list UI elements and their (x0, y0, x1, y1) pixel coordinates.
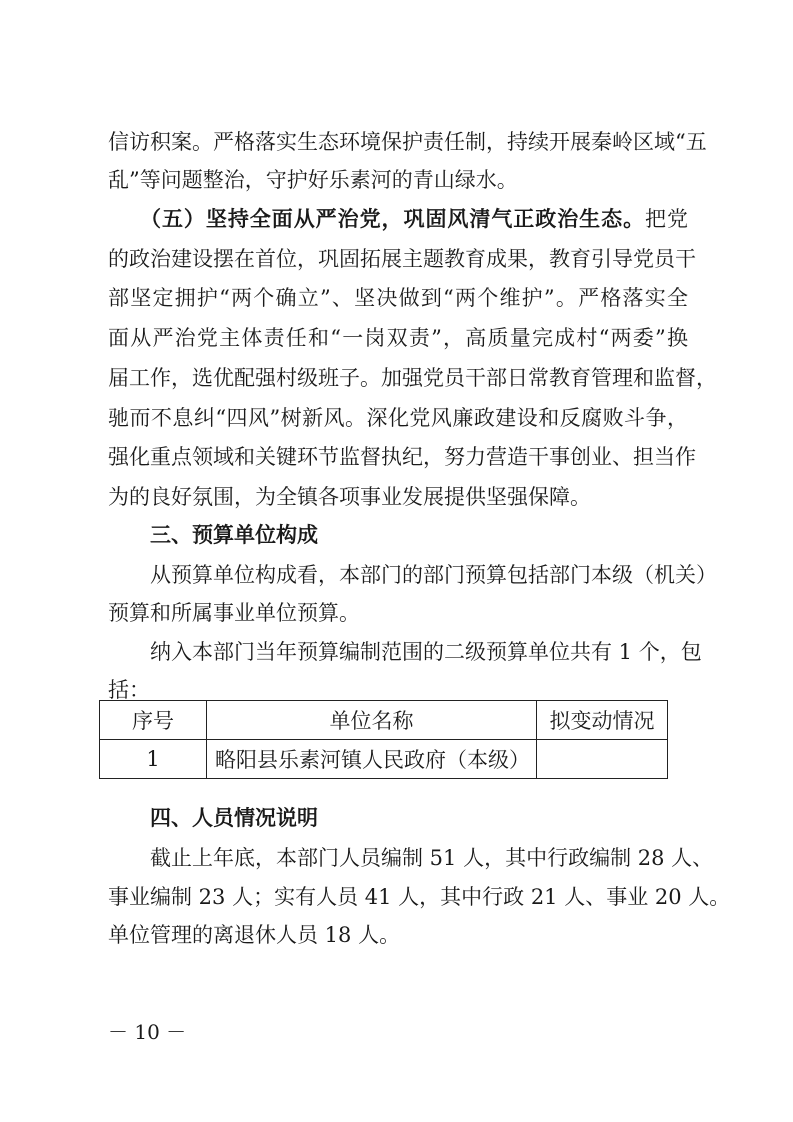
header-unit-name: 单位名称 (207, 701, 537, 740)
body-line: 面从严治党主体责任和“一岗双责”，高质量完成村“两委”换 (108, 326, 688, 350)
section-3-heading: 三、预算单位构成 (150, 523, 318, 547)
header-change: 拟变动情况 (537, 701, 668, 740)
body-text: 把党 (645, 207, 689, 231)
section-4-heading: 四、人员情况说明 (150, 806, 318, 830)
body-line: 单位管理的离退休人员 18 人。 (108, 923, 401, 947)
subheading-line (140, 205, 688, 233)
table-row (100, 740, 668, 779)
body-line: 驰而不息纠“四风”树新风。深化党风廉政建设和反腐败斗争， (108, 406, 688, 430)
body-line: 的政治建设摆在首位，巩固拓展主题教育成果，教育引导党员干 (108, 247, 696, 271)
body-line: 事业编制 23 人；实有人员 41 人，其中行政 21 人、事业 20 人。 (108, 885, 731, 909)
body-line: 部坚定拥护“两个确立”、坚决做到“两个维护”。严格落实全 (108, 286, 688, 310)
budget-unit-table (99, 700, 668, 779)
cell-index: 1 (100, 740, 207, 779)
body-line: 括： (108, 678, 150, 702)
body-line: 强化重点领域和关键环节监督执纪，努力营造干事创业、担当作 (108, 445, 696, 469)
body-line: 信访积案。严格落实生态环境保护责任制，持续开展秦岭区域“五 (108, 130, 707, 154)
body-line: 纳入本部门当年预算编制范围的二级预算单位共有 1 个，包 (150, 640, 702, 664)
body-line: 乱”等问题整治，守护好乐素河的青山绿水。 (108, 168, 518, 192)
cell-change (537, 740, 668, 779)
body-line: 截止上年底，本部门人员编制 51 人，其中行政编制 28 人、 (150, 846, 714, 870)
body-line: 从预算单位构成看，本部门的部门预算包括部门本级（机关） (150, 563, 717, 587)
subheading-5: （五）坚持全面从严治党，巩固风清气正政治生态。 (140, 207, 646, 231)
page-number: － 10 － (108, 1020, 187, 1044)
body-line: 为的良好氛围，为全镇各项事业发展提供坚强保障。 (108, 485, 591, 509)
table-header-row (100, 701, 668, 740)
body-line: 届工作，选优配强村级班子。加强党员干部日常教育管理和监督， (108, 366, 717, 390)
header-index: 序号 (100, 701, 207, 740)
body-line: 预算和所属事业单位预算。 (108, 601, 360, 625)
cell-unit-name: 略阳县乐素河镇人民政府（本级） (207, 740, 537, 779)
